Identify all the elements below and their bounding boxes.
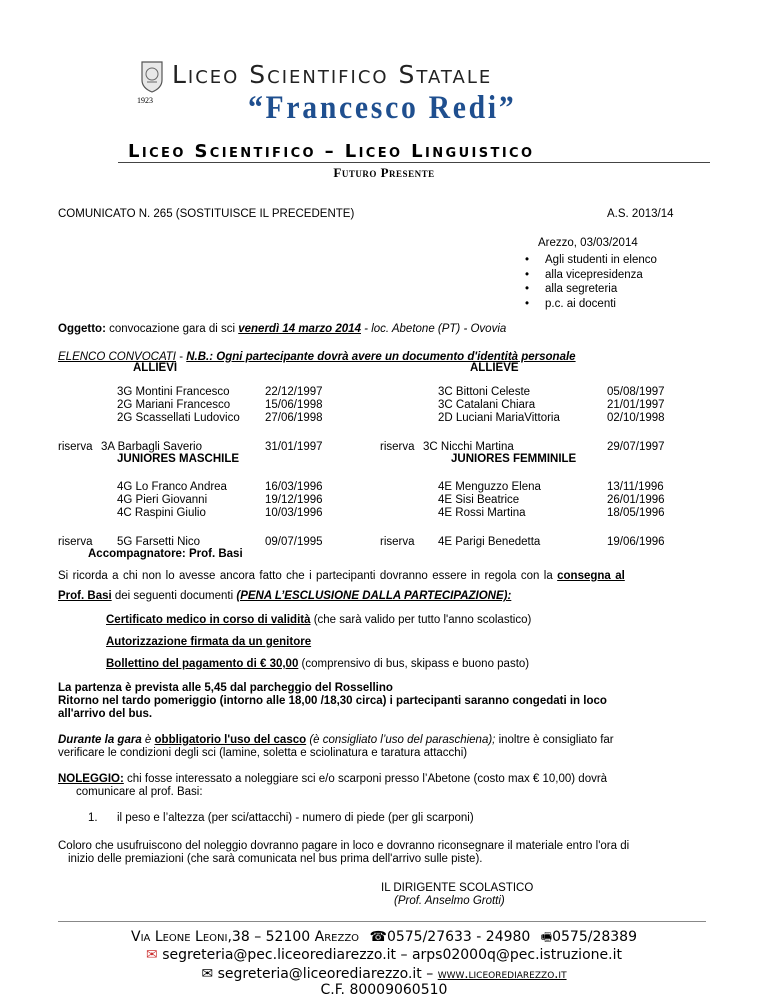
student-name: 4E Rossi Martina — [438, 507, 526, 519]
reminder-line-1: Si ricorda a chi non lo avesse ancora fatto che i partecipanti dovranno essere in regola con la consegna al — [58, 570, 625, 582]
departure-line-1: La partenza è prevista alle 5,45 dal parcheggio del Rossellino — [58, 682, 393, 694]
document-item: Certificato medico in corso di validità (che sarà valido per tutto l'anno scolastico) — [106, 614, 532, 626]
student-birthdate: 02/10/1998 — [607, 412, 665, 424]
signer-title: IL DIRIGENTE SCOLASTICO — [381, 882, 534, 894]
footer-pec — [0, 947, 768, 963]
race-line-2: verificare le condizioni degli sci (lamine, soletta e sciolinatura e taratura attacchi) — [58, 747, 468, 759]
email-address: segreteria@liceorediarezzo.it – — [217, 966, 438, 982]
student-name: 4E Sisi Beatrice — [438, 494, 520, 506]
departure-line-2: Ritorno nel tardo pomeriggio (intorno alle 18,00 /18,30 circa) i partecipanti saranno congedati in loco — [58, 695, 607, 707]
school-subtitle: Liceo Scientifico – Liceo Linguistico — [128, 141, 535, 162]
document-item: Bollettino del pagamento di € 30,00 (comprensivo di bus, skipass e buono pasto) — [106, 658, 530, 670]
student-birthdate: 19/12/1996 — [265, 494, 323, 506]
phone-numbers: 0575/27633 - 24980 — [386, 929, 531, 945]
student-name: 5G Farsetti Nico — [117, 536, 201, 548]
student-birthdate: 10/03/1996 — [265, 507, 323, 519]
recipient-item: • Agli studenti in elenco — [525, 254, 657, 266]
race-line-1: Durante la gara è obbligatorio l'uso del casco (è consigliato l’uso del paraschiena); inoltre è consigliato far — [58, 734, 614, 746]
student-name: 2G Mariani Francesco — [117, 399, 231, 411]
escort-line: Accompagnatore: Prof. Basi — [88, 548, 243, 560]
subject-line: Oggetto: convocazione gara di sci venerdì 14 marzo 2014 - loc. Abetone (PT) - Ovovia — [58, 323, 507, 335]
footer-email — [0, 966, 768, 982]
reserve-label: riserva — [58, 536, 93, 548]
footer-contacts — [0, 928, 768, 949]
student-name: 3C Bittoni Celeste — [438, 386, 531, 398]
mail-icon: ✉ — [201, 966, 214, 982]
school-seal-icon — [139, 60, 165, 96]
closing-line-1: Coloro che usufruiscono del noleggio dovranno pagare in loco e dovranno riconsegnare il materiale entro l'ora di — [58, 840, 630, 852]
school-year: A.S. 2013/14 — [607, 208, 674, 220]
pec-mail-icon: ✉ — [146, 947, 158, 963]
student-birthdate: 05/08/1997 — [607, 386, 665, 398]
student-name: 3G Montini Francesco — [117, 386, 230, 398]
address: Via Leone Leoni,38 – 52100 Arezzo — [131, 929, 360, 945]
student-birthdate: 15/06/1998 — [265, 399, 323, 411]
student-name: 4G Pieri Giovanni — [117, 494, 208, 506]
website-link[interactable]: www.liceorediarezzo.it — [437, 967, 567, 982]
required-documents — [106, 614, 531, 680]
document-item: Autorizzazione firmata da un genitore — [106, 636, 312, 648]
rental-item-number: 1. — [88, 812, 98, 824]
fax-icon: 🖷 — [540, 930, 553, 944]
student-birthdate: 27/06/1998 — [265, 412, 323, 424]
student-name: 4E Menguzzo Elena — [438, 481, 541, 493]
fax-number: 0575/28389 — [552, 929, 637, 945]
recipient-item: • alla segreteria — [525, 283, 618, 295]
student-name: 4G Lo Franco Andrea — [117, 481, 227, 493]
allievi-label: ALLIEVI — [133, 362, 178, 374]
phone-icon: ☎ — [369, 929, 387, 945]
juniores-f-label: JUNIORES FEMMINILE — [451, 453, 577, 465]
student-birthdate: 22/12/1997 — [265, 386, 323, 398]
rental-line-1: NOLEGGIO: chi fosse interessato a noleggiare sci e/o scarponi presso l’Abetone (costo max € 10,00) dovrà — [58, 773, 608, 785]
recipient-item: • alla vicepresidenza — [525, 268, 643, 281]
student-name: 4E Parigi Benedetta — [438, 536, 541, 548]
school-title: Liceo Scientifico Statale — [172, 60, 493, 89]
footer-divider — [58, 921, 706, 922]
student-name: 3C Catalani Chiara — [438, 399, 536, 411]
memo-number: COMUNICATO N. 265 (SOSTITUISCE IL PRECEDENTE) — [58, 208, 355, 220]
student-birthdate: 16/03/1996 — [265, 481, 323, 493]
closing-line-2: inizio delle premiazioni (che sarà comunicata nel bus prima dell'arrivo sulle piste). — [68, 853, 483, 865]
student-name: 2D Luciani MariaVittoria — [438, 412, 560, 424]
student-birthdate: 09/07/1995 — [265, 536, 323, 548]
rental-item: il peso e l’altezza (per sci/attacchi) - numero di piede (per gli scarponi) — [117, 812, 474, 824]
signer-name: (Prof. Anselmo Grotti) — [394, 895, 505, 907]
reserve-label: riserva — [380, 441, 415, 453]
rental-line-2: comunicare al prof. Basi: — [76, 786, 203, 798]
student-name: 3C Nicchi Martina — [423, 441, 514, 453]
pec-addresses: segreteria@pec.liceorediarezzo.it – arps02000q@pec.istruzione.it — [162, 947, 622, 963]
student-birthdate: 26/01/1996 — [607, 494, 665, 506]
student-birthdate: 18/05/1996 — [607, 507, 665, 519]
recipient-item: • p.c. ai docenti — [525, 297, 616, 310]
header-divider — [118, 162, 710, 163]
place-date: Arezzo, 03/03/2014 — [538, 237, 638, 249]
reminder-line-2: Prof. Basi dei seguenti documenti (PENA L’ESCLUSIONE DALLA PARTECIPAZIONE): — [58, 590, 512, 602]
school-motto: Futuro Presente — [333, 165, 435, 180]
school-name: “Francesco Redi” — [248, 90, 517, 126]
student-name: 2G Scassellati Ludovico — [117, 412, 240, 424]
student-birthdate: 31/01/1997 — [265, 441, 323, 453]
student-birthdate: 13/11/1996 — [607, 481, 664, 493]
reserve-label: riserva — [58, 441, 93, 453]
juniores-m-label: JUNIORES MASCHILE — [117, 453, 240, 465]
student-birthdate: 29/07/1997 — [607, 441, 665, 453]
departure-line-3: all'arrivo del bus. — [58, 708, 153, 720]
seal-year: 1923 — [137, 96, 153, 105]
reserve-label: riserva — [380, 536, 415, 548]
student-name: 4C Raspini Giulio — [117, 507, 206, 519]
list-heading: ELENCO CONVOCATI - N.B.: Ogni partecipante dovrà avere un documento d'identità personale — [58, 351, 576, 363]
student-name: 3A Barbagli Saverio — [101, 441, 203, 453]
student-birthdate: 21/01/1997 — [607, 399, 665, 411]
allieve-label: ALLIEVE — [470, 362, 519, 374]
student-birthdate: 19/06/1996 — [607, 536, 665, 548]
recipient-list — [525, 253, 657, 311]
tax-code: C.F. 80009060510 — [320, 982, 448, 998]
